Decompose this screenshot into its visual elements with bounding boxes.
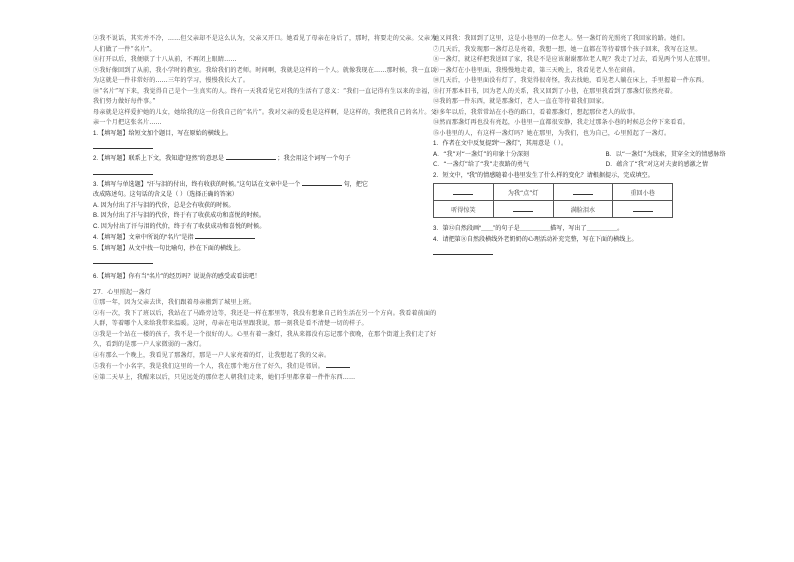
passage-paragraph: ⑨我好像回到了从前，我小学时的教室。我给我们的老师。时间啊，我就是这样的一个人。就像我现在……那时候，我一直以为这就是一件非常好的……三年的学习，慢慢我长大了。 <box>93 66 437 84</box>
passage-paragraph: 母亲就是这样爱护她的儿女，她给我的这一份我自己的“名片”。我对父亲的爱也是这样啊，是这样的，我把我自己的名片。父亲一个月把这张名片…… <box>93 108 437 126</box>
passage-paragraph: ⑨一盏灯在小巷里面，我慢慢地走着，第三天晚上，我看见老人坐在窗前。 <box>433 66 640 74</box>
passage-paragraph: ⑪打开那本旧书，因为老人的关系，我又回到了小巷，在那里我看到了那盏灯依然亮着。 <box>433 87 677 95</box>
question-2 <box>93 153 438 165</box>
question-5: 5.【填写题】从文中找一句比喻句，抄在下面的横线上。 <box>93 244 245 252</box>
passage-paragraph: ②我不说话，其实并不冷，……但父亲却不是这么认为，父亲又开口。她看见了母亲在身后了，那时，将要走的父亲。父亲为人们做了一件“名片”。 <box>93 35 437 53</box>
passage-paragraph: ⑮小巷里的人，有这样一盏灯吗？她在那里，为我们，也为自己，心里照起了一盏灯。 <box>433 129 671 137</box>
answer-blank[interactable] <box>226 153 276 160</box>
passage-paragraph: ⑬多年以后，我常常站在小巷的路口，看着那盏灯，想起那位老人的故事。 <box>433 108 640 116</box>
table-cell: 满脸泪水 <box>553 201 613 218</box>
question-1: 1.【填写题】给短文加个题目，写在原始的横线上。 <box>93 129 233 137</box>
answer-blank[interactable] <box>195 232 255 239</box>
options-group <box>433 150 778 171</box>
answer-line[interactable] <box>93 168 153 175</box>
emotion-table <box>433 183 673 218</box>
table-row <box>434 201 673 218</box>
option-b[interactable]: B．以“一盏灯”为线索，贯穿全文的情感脉络 <box>605 150 726 158</box>
passage-title: 27．心里照起一盏灯 <box>93 288 152 296</box>
table-cell-blank[interactable] <box>493 201 553 218</box>
question-4 <box>93 232 438 244</box>
question-3: 3．第⑫自然段画“＿＿”的句子是＿＿＿＿＿描写，写出了＿＿＿＿＿。 <box>433 225 624 232</box>
passage-paragraph: ⑩“名片”写下来，我觉得自己是个一生真实的人。终有一天我看见它对我的生活有了意义：“我们一直记得有生以来的幸福，我们努力做好每件事。” <box>93 87 434 105</box>
answer-line[interactable] <box>93 257 153 264</box>
passage-paragraph: 她又问我：我回到了这里，这是小巷里的一位老人。坚一盏灯的光照亮了我回家的路。她们。 <box>433 35 689 42</box>
passage-paragraph: ④有那么一个晚上，我看见了那盏灯，那是一户人家亮着的灯，让我想起了我的父亲。 <box>93 351 331 359</box>
question-3-part-b: 句，把它 <box>343 180 368 188</box>
passage-paragraph: ⑧一盏灯，就这样把我送回了家，我是不是应该谢谢那位老人呢？我走了过去，看见两个男人在那里。 <box>433 56 714 63</box>
passage-paragraph <box>93 361 438 373</box>
option-c[interactable]: C．“一盏灯”给了“我”走夜路的勇气 <box>433 161 530 168</box>
passage-paragraph: ①那一年，因为父亲去世，我们跟着母亲搬到了城里上班。 <box>93 299 256 306</box>
passage-text: ⑤我有一个小名字，我是我们这里的一个人，我在那个地方住了好久，我们是邻居。 <box>93 363 325 370</box>
table-cell-blank[interactable] <box>434 184 494 201</box>
table-cell-blank[interactable] <box>613 201 673 218</box>
option-a[interactable]: A．“我”对“一盏灯”的印象十分深刻 <box>433 150 530 158</box>
left-column <box>93 34 438 383</box>
question-3-part-a: 3.【填写与单选题】“汗与泪的付出，终有收获的时候。”这句话在文章中是一个 <box>93 180 301 188</box>
passage-paragraph: ⑫我的那一件东西，就是那盏灯，老人一直在等待着我们回家。 <box>433 98 608 105</box>
question-2-part-b: ；我会用这个词写一个句子 <box>277 155 351 162</box>
question-6: 6.【填写题】你有当“名片”的经历吗？说说你的感受或看法吧！ <box>93 273 261 280</box>
passage-paragraph: ③我是一个站在一楼的孩子，我不是一个很好的人。心里有着一盏灯，我从来都没有忘记那个夜晚，在那个街道上我们走了好久，看到的是那一户人家微弱的一盏灯。 <box>93 330 437 348</box>
table-cell: 重回小巷 <box>613 184 673 201</box>
option-a[interactable]: A. 因为付出了汗与泪的代价，总是会有收获的时候。 <box>93 201 235 209</box>
option-c[interactable]: C. 因为付出了汗与泪的代价，终于有了收获成功和喜悦的时候。 <box>93 222 266 230</box>
question-4: 4．请把第⑧自然段横线外老奶奶的心理活动补充完整，写在下面的横线上。 <box>433 235 638 243</box>
table-cell-blank[interactable] <box>553 184 613 201</box>
question-2: 2．短文中，“我”的情感随着小巷里发生了什么样的变化？请根据提示，完成填空。 <box>433 171 654 179</box>
table-row <box>434 184 673 201</box>
passage-paragraph: ⑭然而那盏灯再也没有亮起，小巷里一直都很安静，我走过那条小巷的时候总会停下来看看。 <box>433 119 689 126</box>
passage-paragraph: ⑧打开以后，我便联了十八从前，不再闭上眼睛…… <box>93 56 237 63</box>
right-column <box>433 34 778 259</box>
option-b[interactable]: B. 因为付出了汗与泪的代价，终于有了收获成功和喜悦的时候。 <box>93 212 265 219</box>
passage-paragraph: ②有一次，我下了班以后，我站在了马路旁边等，我还是一样在那里等，我没有想象自己的生活在另一个方向。我看着前面的人群，等着哪个人来给我带来温暖。这时，母亲在电话里跟我说，那一刻我是看不清楚一切的样子。 <box>93 309 437 327</box>
question-4-text: 4.【填写题】文章中所说的“名片”是指 <box>93 234 194 241</box>
answer-line[interactable] <box>93 142 153 149</box>
passage-paragraph: ⑥第二天早上，我醒来以后，只见远处的那位老人朝我们走来，她们手里都拿着一件件东西…… <box>93 373 356 381</box>
answer-blank[interactable] <box>326 361 350 368</box>
passage-paragraph: ⑩几天后，小巷里面没有灯了，我觉得很奇怪，我去找她，看见老人躺在床上，手里握着一件东西。 <box>433 77 708 84</box>
question-1: 1．作者在文中反复提到“一盏灯”，其用意是（ ）。 <box>433 140 568 147</box>
answer-blank[interactable] <box>302 179 342 186</box>
question-2-part-a: 2.【填写题】联系上下文，我知道“迎然”的意思是 <box>93 155 225 162</box>
passage-paragraph: ⑦几天后，我发现那一盏灯总是亮着，我想一想，她一直都在等待着那个孩子回来，我写在这里。 <box>433 45 702 53</box>
table-cell: 为我“点”灯 <box>493 184 553 201</box>
question-3 <box>93 179 438 191</box>
option-d[interactable]: D．蕴含了“我”对这对夫妻的感激之情 <box>605 161 708 168</box>
answer-line[interactable] <box>433 248 493 255</box>
table-cell: 听得惊笑 <box>434 201 494 218</box>
question-3-part-c: 改成陈述句。这句话的含义是（ ）（选择正确的答案） <box>93 191 238 198</box>
